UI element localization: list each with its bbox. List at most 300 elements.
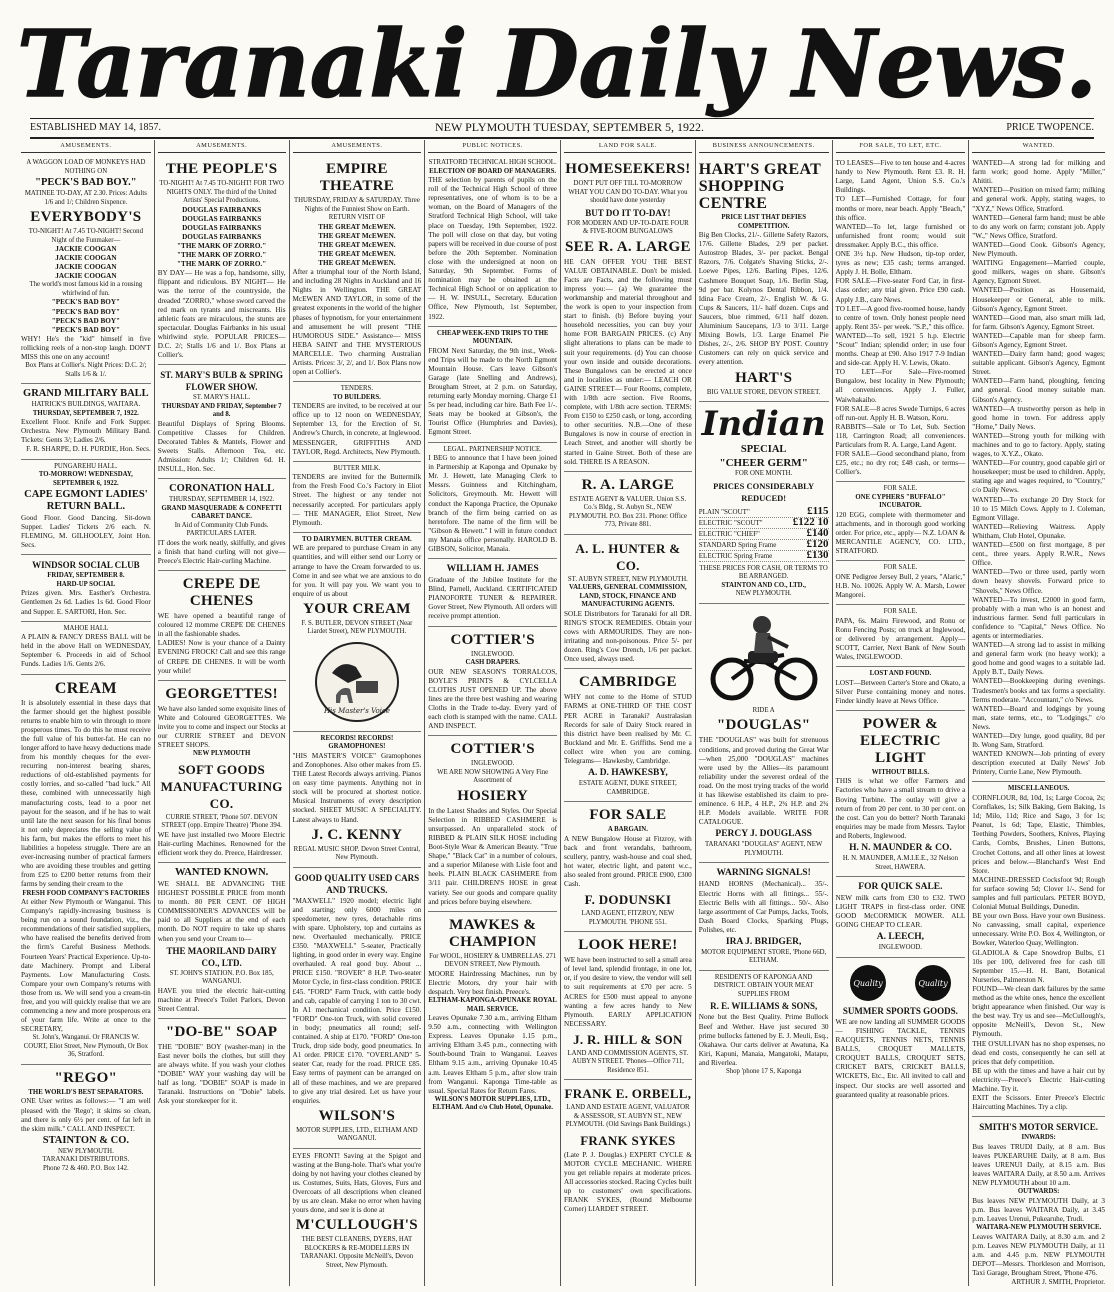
classified-ad: TO LEASES—Five to ten house and 4-acres handy to New Plymouth. Rent £3. R. H. Large, Land Agent, Union S.S. Co.'s Buildings. <box>835 159 966 195</box>
quality-badge-icon <box>848 963 888 1003</box>
ad-heading: WANTED KNOWN. <box>174 866 269 878</box>
column-2 <box>154 140 289 1286</box>
ad-line: INGLEWOOD. <box>471 760 515 768</box>
warning-signals-ad <box>699 863 829 971</box>
classifieds-list <box>836 156 966 482</box>
ad-line: CASH DRAPERS. <box>465 659 520 667</box>
ad-line: For WOOL, HOSIERY & UMBRELLAS. 271 DEVON STREET, New Plymouth. <box>429 952 557 969</box>
ad-body: (Late P. J. Douglas.) EXPERT CYCLE & MOTOR CYCLE MECHANIC. WHERE you get reliable repairs at moderate prices. All accessories stocked. Racing Cycles built up to customers' own specifications. FRANK SYKES, (Round Melbourne Corner) LIARDET STREET. <box>564 1150 692 1214</box>
ad-line: NEW PLYMOUTH. <box>735 590 792 598</box>
ad-body: WE SHALL BE ADVANCING THE HIGHEST POSSIBLE PRICE from month to month. 80 PER CENT. OF HIGH COMMISSIONER'S ADVANCES will be paid to all Suppliers at the end of each month. Do NOT require to take up shares when you send your Cream to— <box>157 879 286 943</box>
ad-body: It is absolutely essential in these days that the farmer should get the highest possible returns to enable him to win through to more prosperous times. To do this he must receive the full value of his butter-fat. He can no longer afford to have heavy deductions made from his monthly cheques for the ever-recurring non-interest bearing shares, reductions of old-established payments for costly lorries, and so-called "bad luck." All these, combined with unnecessarily high manufacturing costs, lead to a poor net payout for the season, and if he has to wait until late the next season for his final bonus it not only depreciates the selling value of his farm, but makes the efforts to meet his liabilities a hopeless struggle. There are an ever-increasing number of practical farmers who are avoiding these troubles and getting from £25 to £200 better returns from their farms by sending their cream to the <box>21 698 151 889</box>
ad-body: Graduate of the Jubilee Institute for the Blind, Parnell, Auckland. CERTIFICATED PIANOFORTE TUNER & REPAIRER. Gover Street, New Plymouth. All orders will receive prompt attention. <box>428 576 558 621</box>
ad-line: WILSON'S MOTOR SUPPLIES, LTD., ELTHAM. And c/o Club Hotel, Opunake. <box>432 1095 553 1112</box>
ad-line: LEGAL. PARTNERSHIP NOTICE. <box>443 445 542 453</box>
ad-heading: CORONATION HALL <box>169 483 275 495</box>
quality-badge-icon <box>913 963 953 1003</box>
ad-line: WITHOUT BILLS. <box>871 768 930 776</box>
ad-body: Prizes given. Mrs. Easther's Orchestra. Gentlemen 2s 6d. Ladies 1s 6d. Good Floor and Supper. E. SARTORI, Hon. Sec. <box>21 589 151 616</box>
ad-line: WAITARA-NEW PLYMOUTH SERVICE. <box>976 1224 1102 1231</box>
column-heading: AMUSEMENTS. <box>21 140 151 153</box>
column-8 <box>968 140 1108 1286</box>
cottiers-drapers-ad <box>428 627 557 737</box>
ad-line: RIDE A <box>752 706 775 714</box>
ad-heading: R. E. WILLIAMS & SONS, <box>710 1001 818 1012</box>
ad-body: I BEG to announce that I have been joined in Partnership at Kaponga and Opunake by Mr. J. Hewett, late Managing Clerk to Messrs. Guinness and Kitchingham, Solicitors, Greymouth. Mr. Hewett will conduct the Kaponga Practice, the Opunake branch of the firm being carried on as heretofore. The name of the firm will be "Gibson & Hewett." I will in future conduct my Manaia office personally. HAROLD B. GIBSON, Solicitor, Manaia. <box>428 454 558 553</box>
ad-title: A. L. HUNTER & CO. <box>575 540 681 573</box>
ad-title: R. A. LARGE <box>581 476 675 493</box>
ad-line: ONE CYPHERS "BUFFALO" INCUBATOR. <box>855 493 946 510</box>
douglas-motorcycle-ad <box>699 604 829 863</box>
ad-body: WHY not come to the Home of STUD FARMS at ONE-THIRD OF THE COST PER ACRE in Taranaki? Australasian Records for sale of Dairy Stock reared in this district have been realised by Mr. C. Buckland and Mr. E. Griffiths. Send me a collect wire when you are coming. Telegrams— Hawkesby, Cambridge. <box>564 693 692 765</box>
classified-ad: GLADIOLA & Cape Snowdrop Bulbs, £1 10s per 100, delivered free for cash till September 15.—H. H. Bant, Botanical Nurseries, Palmerston N. <box>972 948 1105 984</box>
column-4 <box>424 140 560 1286</box>
ad-body: In the Latest Shades and Styles. Our Special Selection in RIBBED CASHMERE is unsurpassed. An unparalleled stock of RIBBED & PLAIN SILK HOSE including Boot-Style Wear & American Beauty. "True Shape," "Black Cat" in a number of colours, and a superior Milanese with Lisle foot and heels. PLAIN BLACK CASHMERE from 3/11 pair. CHILDREN'S HOSE in great variety. See our goods and compare quality and prices before buying elsewhere. <box>428 806 558 906</box>
maoriland-dairy-ad <box>158 863 286 1019</box>
ad-line: THURSDAY, SEPTEMBER 14, 1922. <box>168 496 275 504</box>
ad-body: LADIES! Now is your chance of a Dainty EVENING FROCK! Call and see this range of CREPE DE CHENES. It will be worth your while! <box>157 639 286 675</box>
ad-title: FRANK SYKES <box>580 1132 676 1148</box>
ad-body: SOLE Distributors for Taranaki for all DR. RING'S STOCK REMEDIES. Obtain your cows with ARMOURIDS. They are non-irritating and non-poisonous. Price 5/- per dozen. Ring's Cow Drench, 1/6 per packet. Once used, always used. <box>564 609 692 664</box>
ad-body: A PLAIN & FANCY DRESS BALL will be held in the above Hall on WEDNESDAY, September 6. Proceeds in aid of School Funds. Ladies 1/6. Gents 2/6. <box>21 633 151 669</box>
flower-show-ad <box>158 365 286 479</box>
motorcycle-rider-illustration <box>704 611 824 703</box>
ad-line: FRIDAY, SEPTEMBER 8. <box>47 572 125 580</box>
ad-line: TENDERS. <box>340 385 374 393</box>
ad-body: None but the Best Quality. Prime Bullock Beef and Wether. Have just secured 30 prime bullocks fattened by E. J. Meuli, Esq., Okahawa. Our carts deliver at Awatuna, Ka Kiri, Kapuni, Manaia, Mangatoki, Matapu, and Riverlea. <box>698 1013 829 1067</box>
ad-line: RESIDENTS OF KAPONGA AND DISTRICT. OBTAIN YOUR MEAT SUPPLIES FROM <box>713 973 814 998</box>
williams-meat-ad <box>699 971 829 1081</box>
price-row-amount: £140 <box>806 526 829 539</box>
ad-line: ESTATE AGENT, DUKE STREET, CAMBRIDGE. <box>578 780 677 796</box>
ad-body: Bus leaves TRUDI Daily, at 8 a.m. Bus leaves PUKEARUHE Daily, at 8 a.m. Bus leaves URENUI Daily, at 8.15 a.m. Bus leaves WAITARA Daily, at 8.50 a.m. Arrives NEW PLYMOUTH about 10 a.m. <box>972 1142 1105 1188</box>
ad-title: "DO-BE" SOAP <box>165 1023 278 1040</box>
ad-line: MAHOE HALL <box>63 624 109 632</box>
mcculloughs-ad <box>293 1149 422 1275</box>
ad-body: 120 EGG, complete with thermometer and attachments, and in thorough good working order. For price, etc., apply— N.Z. LOAN & MERCANTILE AGENCY, CO. LTD., STRATFORD. <box>835 510 966 556</box>
cream-ad <box>21 675 151 1065</box>
ad-line: THE BEST CLEANERS, DYERS, HAT BLOCKERS & RE-MODELLERS IN TARANAKI. Opposite McNeill's, Devon Street, New Plymouth. <box>300 1236 414 1269</box>
ad-body: At either New Plymouth or Wanganui. This Company's rapidly-increasing business is being run on a sound foundation, viz., the recommendations of their satisfied suppliers, who have realised the benefits derived from the firm's Careful Business Methods. Fourteen Years' Practical Experience. Up-to-date Machinery. Prompt and Liberal Payments. Low Manufacturing Costs. Compare your own Company's returns with those from us. We will send you a cream-tin free, and you will quickly realise that we are commencing a new and more prosperous era of your farm life. Write at once to the SECRETARY, <box>21 898 151 1034</box>
price-row-model: ELECTRIC "SCOUT" <box>698 518 763 527</box>
ad-line: MOTOR SUPPLIES, LTD., ELTHAM AND WANGANUI. <box>296 1126 418 1143</box>
ad-body: HAND HORNS (Mechanical)... 35/-. Electric Horns with all fittings... 55/-. Electric Bells with all fittings... 50/-. Also large assortment of Car Pumps, Jacks, Tools, Dash Board Clocks, Sparking Plugs, Polishes, etc. <box>698 880 829 934</box>
ad-line: TO-MORROW! WEDNESDAY, SEPTEMBER 6, 1922. <box>38 471 133 487</box>
column-5 <box>560 140 695 1286</box>
ad-body: ONE Pedigree Jersey Bull, 2 years, "Alaric," H.B. No. 10026. Apply W. A. Marsh, Lower Mangorei. <box>835 572 966 600</box>
classified-ad: THE O'SULLIVAN has no shop expenses, no dead end costs, consequently he can sell at prices that defy competition. <box>972 1039 1105 1066</box>
ad-title: EMPIRE THEATRE <box>319 161 395 195</box>
coronation-hall-ad <box>158 479 286 571</box>
ad-line: STAINTON AND CO., LTD., <box>721 581 806 589</box>
classified-ad: WANTED—To let, large furnished or unfurnished front room; would suit dressmaker. Apply B.C., this office. <box>835 222 966 249</box>
ad-title: YOUR CREAM <box>303 600 411 617</box>
ad-line: In Aid of Community Club Funds. PARTICULARS LATER. <box>174 521 269 538</box>
ad-body: THIS is what we offer Farmers and Factories who have a small stream to drive a Boving Turbine. The outlay will give a return of from 20 per cent. to 30 per cent. on the cost. Can you do better? North Taranaki enquiries may be made from Messrs. Taylor and Roberts, Inglewood. <box>835 777 966 840</box>
ad-line: TARANAKI "DOUGLAS" AGENT, NEW PLYMOUTH. <box>704 841 823 857</box>
column-1 <box>18 140 154 1286</box>
section-heading: MISCELLANEOUS. <box>1007 785 1070 793</box>
ad-title: J. C. KENNY <box>311 826 403 843</box>
ad-line: TO DAIRYMEN. BUTTER CREAM. <box>302 535 412 543</box>
column-heading: WANTED. <box>972 140 1105 153</box>
ad-body: BY DAY— He was a fop, handsome, silly, flippant and ridiculous. BY NIGHT— He was the terror of the countryside, the dreaded "ZORRO," whose sword carved the red mark on tyrants and miscreants. His athletic feats are miraculous, the stunts are spectacular. Douglas Fairbanks in his usual whirlwind style. POPULAR PRICES—D.C. 2/; Stalls 1/6 and 1/. Box Plans at Collier's. <box>157 269 286 360</box>
ad-line: FOR SALE. <box>883 608 918 616</box>
ad-body: EYES FRONT! Saving at the Spigot and wasting at the Bung-hole. That's what you're doing by not having your clothes cleaned by us. Costumes, Suits, Hats, Gloves, Furs and Overcoats of all descriptions when cleaned by us are clean. Make no error when having yours done, and see it is done at <box>292 1151 422 1215</box>
ad-heading: "CHEER GERM" <box>719 457 808 469</box>
ad-body: WE have been instructed to sell a small area of level land, splendid frontage, in one lot, or, if you desire to view, the vendor will sell to suit requirements at £70 per acre. 5 ACRES for £500 must appeal to anyone wanting a few acres handy to New Plymouth. EARLY APPLICATION NECESSARY. <box>564 956 692 1028</box>
ad-body: Bus leaves NEW PLYMOUTH Daily, at 3 p.m. Bus leaves WAITARA Daily, at 3.45 p.m. Leaves Urenui, Pukearuhe, Trudi. <box>972 1196 1105 1223</box>
classified-ad: WANTED—Two or three used, partly worn down heavy shovels. Forward price to "Shovels," News Office. <box>972 568 1105 595</box>
ad-line: HATRICK'S BUILDINGS, WAITARA. <box>31 401 141 409</box>
ad-title: F. DODUNSKI <box>584 892 672 908</box>
empire-theatre-ad <box>293 156 422 382</box>
fitzroy-sale-ad <box>564 802 692 932</box>
ad-line: HARD-UP SOCIAL <box>56 580 116 588</box>
ad-line: FOR ONE MONTH. <box>735 470 793 477</box>
ad-signature: ARTHUR J. SMITH, Proprietor. <box>1011 1277 1105 1286</box>
ad-heading: STAINTON & CO. <box>42 1134 129 1146</box>
ad-line: A BARGAIN. <box>607 826 648 834</box>
column-heading: LAND FOR SALE. <box>564 140 692 153</box>
ad-heading: WILLIAM H. JAMES <box>446 564 539 575</box>
ad-heading: H. N. MAUNDER & CO. <box>849 843 952 854</box>
ad-line: TO-NIGHT! At 7.45 TO-NIGHT! Second Night of the Funmaker— <box>28 228 143 244</box>
ad-heading: ST. MARY'S BULB & SPRING FLOWER SHOW. <box>160 370 284 393</box>
ad-line: THESE PRICES FOR CASH, OR TERMS TO BE ARRANGED. <box>699 564 828 581</box>
ad-body: Good Floor. Good Dancing. Sit-down Supper. Ladies' Tickets 2/6 each. N. FLEMING, M. GILHOOLEY, Joint Hon. Secs. <box>21 514 151 550</box>
classified-ad: WANTED—A strong lad for milking and farm work; good home. Apply "Miller," Ahititi. <box>972 159 1105 186</box>
ad-title: COTTIER'S <box>450 741 535 758</box>
ad-line: MOTOR EQUIPMENT STORE, 'Phone 66D, ELTHAM. <box>701 948 827 965</box>
ad-heading: SUMMER SPORTS GOODS. <box>842 1005 958 1016</box>
masthead-title-text: Taranaki Daily News. <box>17 10 1097 118</box>
ad-body: TENDERS are invited, to be received at our office up to 12 noon on WEDNESDAY, September 13, for the Erection of St. Andrew's Church, in concrete, at Inglewood. MESSENGER, GRIFFITHS AND TAYLOR, Regd. Architects, New Plymouth. <box>292 402 422 456</box>
ad-title: CREPE DE CHENES <box>182 576 261 610</box>
classified-ad: FOUND—We clean dark failures by the same method as the white ones, hence the excellent bright appearance when finished. Our way is the best way. Try us and see—McCullough's, opposite McNeill's, Devon St., New Plymouth. <box>972 984 1105 1039</box>
hmv-logo-text: His Master's Voice <box>323 706 390 715</box>
quality-badge-text: Quality <box>853 978 883 988</box>
classified-ad: WANTED—Capable man for sheep farm. Gibson's Agency, Egmont Street. <box>972 331 1105 349</box>
ad-body: OUR NEW SEASON'S TORRALCOS, BOYLE'S PRINTS & CYLCELLA CLOTHS JUST OPENED UP. The above lines are the three best washing and wearing Cloths in the Trade to-day. Every yard of each cloth is stamped with the name. CALL AND INSPECT. <box>428 667 558 731</box>
windsor-club-ad <box>21 555 151 621</box>
ad-line: TO-NIGHT! At 7.45 TO-NIGHT! FOR TWO NIGHTS ONLY. The third of the United Artists' Special Productions. <box>159 180 284 205</box>
ad-body: A NEW Bungalow House at Fitzroy, with back and front verandahs, bathroom, scullery, pantry, wash-house and coal shed, hot water, electric light, and patent w.c., also sealed front ground. PRICE £900, £300 Cash. <box>564 834 692 889</box>
ad-body: THE "DOBIE" BOY (washer-man) in the East never boils the clothes, but still they are always white. If you wash your clothes "DOBIE" WAY your washing day will be half as long. "DOBIE" SOAP is made in Taranaki. Instructions on "Dobie" labels. Ask your storekeeper for it. <box>157 1042 286 1106</box>
ad-heading: GOOD QUALITY USED CARS AND TRUCKS. <box>294 872 420 895</box>
ad-title: THE PEOPLE'S <box>165 161 278 178</box>
ad-line: MATINEE TO-DAY, AT 2.30. Prices: Adults 1/6 and 1/; Children Sixpence. <box>24 190 147 206</box>
ad-body: WE have opened a beautiful range of coloured 12 momme CREPE DE CHENES in all the fashionable shades. <box>157 612 286 639</box>
ad-body: "HIS MASTER'S VOICE" Gramophones and Zonophones. Also other makes from £5. THE Latest Records always arriving. Pianos on easy time payments. Anything not in stock will be procured at shortest notice. Musical Instruments of every description stocked. SHEET MUSIC A SPECIALITY. Latest always to Hand. <box>292 751 422 824</box>
ad-line: Phone 72 & 460. P.O. Box 142. <box>43 1164 129 1172</box>
ad-line: A WAGGON LOAD OF MONKEYS HAD NOTHING ON <box>26 159 146 175</box>
column-heading: FOR SALE, TO LET, ETC. <box>836 140 966 153</box>
ad-line: STRATFORD TECHNICAL HIGH SCHOOL. <box>428 159 557 167</box>
classified-ad: WANTED—£500 on first mortgage, 8 per cent., three years. Apply R.W.R., News Office. <box>972 541 1105 568</box>
classified-ad: ONE 3½ h.p. New Hudson, tip-top order, tyres as new; £35 cash; terms arranged. Apply J. H. Bolle, Eltham. <box>835 250 966 277</box>
classified-ad: RABBITS—Sale or To Let, Sub. Section 118, Carrington Road; all conveniences. Particulars from R. A. Large, Land Agent. <box>835 422 966 449</box>
price-row-model: STANDARD Spring Frame <box>698 540 777 549</box>
classified-ad: WANTED—Good man, also smart milk lad, for farm. Gibson's Agency, Egmont Street. <box>972 313 1105 331</box>
ad-line: CHEAP WEEK-END TRIPS TO THE MOUNTAIN. <box>436 329 549 346</box>
pungarehu-ad <box>21 460 151 556</box>
everybodys-ad <box>21 156 151 384</box>
classified-ad: WANTED—Position as Housemaid, Housekeeper or General, able to milk. Gibson's Agency, Egmont Street. <box>972 286 1105 313</box>
quality-badges <box>836 963 966 1003</box>
classified-ad: WANTED—A trustworthy person as help in good home in town. For address apply "Home," Daily News. <box>972 404 1105 431</box>
column-7 <box>832 140 969 1286</box>
price-row-amount: £115 <box>807 504 829 517</box>
ad-line: THE WORLD'S BEST SEPARATORS. <box>28 1088 144 1096</box>
harts-shopping-ad <box>699 156 829 402</box>
price-row-model: PLAIN "SCOUT" <box>698 507 750 516</box>
column-heading: PUBLIC NOTICES. <box>428 140 557 153</box>
classified-ad: WANTED KNOWN—Job printing of every description executed at Daily News' Job Printery, Currie Lane, New Plymouth. <box>972 750 1105 777</box>
miscellaneous-section <box>972 782 1105 1117</box>
ad-body: WE are prepared to purchase Cream in any quantities, and will either send our Lorry or arrange to have the Cream forwarded to us. Come in and see what we are anxious to do for you. It will pay you. We want you to enquire of us about <box>292 544 422 598</box>
classified-ad: WANTED—Good Cook. Gibson's Agency, New Plymouth. <box>972 240 1105 259</box>
mountain-trips-notice <box>428 327 557 443</box>
church-tenders-ad <box>293 382 422 462</box>
ad-line: The world's most famous kid in a rousing whirlwind of fun. <box>29 281 143 297</box>
ad-line: ELTHAM-KAPONGA-OPUNAKE ROYAL MAIL SERVICE. <box>428 997 557 1013</box>
masthead-title <box>0 0 1114 118</box>
ad-body: HE CAN OFFER YOU THE BEST VALUE OBTAINABLE. Don't be misled. Facts are Facts, and the following must impress you:— (a) We guarantee the workmanship and material throughout and the work is open to your inspection from start to finish. (b) Before buying your household necessities, you can buy your home FOR BARGAIN PRICES. (c) Any slight alterations to plans can be made to suit your requirements. (d) You can choose your own inside and outside decorations. These Bungalows can be erected at once and in localities as under:— LEACH OR GAINE STREET— Four Rooms, complete, with 1/8th acre section. Five Rooms, complete, with 1/8th acre section. TERMS: From £150 to £250 cash, or long, according to other securities. N.B.—One of these Bungalows is now in course of erection in Leach Street, and another will shortly be started in Gaine Street. Both of these are sold. THERE IS A REASON. <box>564 257 692 466</box>
classified-ad: WANTED—To invest, £2000 in good farm, probably with a man who is an honest and industrious farmer. Send full particulars in confidence to "Capital," News Office. No agents or intermediaries. <box>972 595 1105 640</box>
ad-line: PRICE LIST THAT DEFIES COMPETITION. <box>721 214 806 230</box>
ad-body: WHY! He's the "kid" himself in five rollicking reels of a non-stop laugh. DON'T MISS this one on any account! <box>21 334 151 362</box>
cambridge-ad <box>564 669 692 802</box>
classified-ad: CORNFLOUR, 8d, 10d, 1s; Large Cocoa, 2s; Cornflakes, 1s; Silk Baking, Gem Baking, 1s 1d; Milo, 11d; Rice and Sago, 3 for 1s; Peanut, 1s 6d; Tape, Elastic, Thimbles, Teething Powders, Soothers, Knives, Playing Cards, Combs, Brushes, Linen Buttons, Crochet Cottons, and all other lines at lowest prices and below.—Blanchard's West End Store. <box>972 793 1105 875</box>
firewood-ad <box>836 605 966 667</box>
ad-heading: THE MAORILAND DAIRY CO., LTD. <box>166 945 277 968</box>
ad-body: WE are now landing all SUMMER GOODS— FISHING TACKLE, TENNIS RACQUETS, TENNIS NETS, TENNIS BALLS, CROQUET MALLETS, CROQUET BALLS, CROQUET SETS, CRICKET BATS, CRICKET BALLS, WICKETS, Etc., Etc. All invited to call and inspect. Our stocks are well assorted and guaranteed quality at reasonable prices. <box>835 1017 966 1099</box>
ad-title: FRANK E. ORBELL, <box>564 1086 692 1102</box>
ad-heading: CAPE EGMONT LADIES' RETURN BALL. <box>24 489 148 512</box>
ad-line: LAND AGENT, FITZROY, NEW PLYMOUTH. 'PHONE 551. <box>581 910 675 926</box>
ad-line: Shop 'phone 17 S, Kaponga <box>725 1068 802 1076</box>
ad-line: INGLEWOOD. <box>471 650 515 658</box>
ad-heading: A. LEECH, <box>876 932 925 943</box>
power-light-ad <box>836 711 966 877</box>
ad-film-list: "PECK'S BAD BOY" "PECK'S BAD BOY" "PECK'S BAD BOY" "PECK'S BAD BOY" <box>51 298 121 334</box>
look-here-ad <box>564 932 692 1080</box>
column-heading: AMUSEMENTS. <box>158 140 286 153</box>
ad-heading: SMITH'S MOTOR SERVICE. <box>979 1122 1099 1133</box>
ad-body: After a triumphal tour of the North Island, and including 28 Nights in Auckland and 16 Nights in Wellington. THE GREAT McEWEN AND TAYLOR, in some of the greatest exponents in the world of the higher phases of hypnotism, for your entertainment and amusement he will present "THE HUMOROUS SIDE." Assistance— MISS HEBA SAINT and THE MYSTERIOUS MARCELLE. Two charming Australian Artists. Prices: 3/, 2/, and 1/. Box Plans now open at Collier's. <box>292 268 422 377</box>
ad-title: POWER & ELECTRIC LIGHT <box>860 715 941 766</box>
ad-title: SOFT GOODS MANUFACTURING CO. <box>160 761 283 811</box>
ad-line: FOR MODERN AND UP-TO-DATE FOUR & FIVE-ROOM BUNGALOWS <box>567 219 689 236</box>
price-row-amount: £122 10 <box>792 515 829 528</box>
ad-body: TENDERS are invited for the Buttermilk from the Fresh Food Co.'s Factory in Eliot Street. The highest or any tender not necessarily accepted. For particulars apply— THE MANAGER, Eliot Street, New Plymouth. <box>292 473 422 527</box>
smiths-motor-service-ad <box>972 1117 1105 1286</box>
ad-title: CAMBRIDGE <box>579 674 677 691</box>
ad-line: ELECTION OF BOARD OF MANAGERS. <box>429 167 557 175</box>
peoples-theatre-ad <box>158 156 286 365</box>
ad-line: NEW PLYMOUTH <box>193 750 251 758</box>
hunter-co-ad <box>564 535 692 670</box>
ad-title: M'CULLOUGH'S <box>295 1217 418 1234</box>
ad-body: FROM Next Saturday, the 9th inst., Week-end Trips will be made to the North Egmont Mountain House. Cars leave Gibson's Garage (late Snelling and Andrews), Brougham Street, at 2 p.m. on Saturday, returning early Monday morning. Charge £1 5s per head, including car hire. Bath Fee 1/-. Seats may be booked at Gibson's, the Tourist Office (Humphries and Davies), Egmont Street. <box>428 346 558 437</box>
ad-body: Big Ben Clocks, 21/-. Gillette Safety Razors, 17/6. Gillette Blades, 2/9 per packet. Autostrop Blades, 3/- per packet. Bengal Razors, 7/6. Colgate's Shaving Sticks, 2/-. Loewe Pipes, 12/6. Barling Pipes, 12/6. Cashmere Bouquet Soap, 1/6. Berlin Slag, 9d per bar. Kolynos Dental Ribbon, 1/4. Idina Face Cream, 2/-. English W. & G. Cups & Saucers, 11/- half dozen. Cups and Saucers, blue rimmed, 6/11 half dozen. Aluminium Saucepans, 1/3 to 3/11. Large Mixing Bowls, 1/3. Large Enamel Pie Dishes, 2/-, 2/6. SHOP BY POST. Country Customers can rely on quick service and every attention. <box>698 231 829 367</box>
ad-title: COTTIER'S <box>450 631 535 648</box>
ad-body: HAVE you tried the electric hair-cutting machine at Preece's Toilet Parlors, Devon Street Central. <box>157 986 286 1013</box>
classified-ad: TO LET—For Sale—Five-roomed Bungalow, best locality in New Plymouth; all conveniences. Apply J. Fuller, Waiwhakaiho. <box>835 368 966 404</box>
column-6 <box>695 140 832 1286</box>
rego-ad <box>21 1065 151 1177</box>
ad-film-list: "THE MARK OF ZORRO." "THE MARK OF ZORRO." "THE MARK OF ZORRO." <box>177 241 267 269</box>
ad-title: GEORGETTES! <box>165 685 278 702</box>
ad-star-list: THE GREAT McEWEN. THE GREAT McEWEN. THE GREAT McEWEN. THE GREAT McEWEN. THE GREAT McEWEN. <box>318 222 396 267</box>
ad-body: Excellent Floor. Knife and Fork Supper. Orchestra. New Plymouth Military Band. Tickets: Gents 3/; Ladies 2/6. <box>21 418 151 445</box>
technical-school-notice <box>428 156 557 327</box>
used-cars-ad <box>293 868 422 1149</box>
ad-line: St. John's, Wanganui. Or FRANCIS W. COURT, Eliot Street, New Plymouth, Or Box 36, Stratford. <box>23 1034 148 1059</box>
quick-sale-ad <box>836 877 966 958</box>
column-heading: AMUSEMENTS. <box>293 140 422 153</box>
ad-line: LAND AND ESTATE AGENT, VALUATOR & ASSESSOR, ST. AUBYN ST., NEW PLYMOUTH. (Old Savings Bank Buildings.) <box>565 1104 691 1129</box>
ad-title: FOR SALE <box>589 807 667 824</box>
ad-title: EVERYBODY'S <box>30 209 142 226</box>
classified-ad: WANTED—Strong youth for milking with machines and to go to factory. Apply, stating wages, to X.Y.Z., Okato. <box>972 431 1105 459</box>
ad-line: CURRIE STREET, 'Phone 507. DEVON STREET (opp. Empire Theatre) 'Phone 394. <box>161 813 282 830</box>
wanted-list <box>972 156 1105 782</box>
ad-line: Box Plans at Collier's. Night Prices: D.C. 2/; Stalls 1/6 & 1/. <box>25 362 147 378</box>
ad-heading: FOR QUICK SALE. <box>858 882 943 893</box>
ad-line: TO BUILDERS. <box>332 393 381 401</box>
classified-ad: WANTED—To sell, 1921 5 h.p. Electric "Scout" Indian; splendid order; in use four months. Cheap at £90. Also 1917 7-9 Indian and side-car. Apply H. V. Lewis, Okato. <box>835 331 966 368</box>
ad-line: ST. MARY'S HALL. <box>192 394 251 402</box>
ad-star-list: JACKIE COOGAN JACKIE COOGAN JACKIE COOGAN JACKIE COOGAN <box>55 245 117 281</box>
ad-line: FOR SALE. <box>883 485 918 493</box>
ad-title: WILSON'S <box>318 1107 396 1124</box>
ad-title: "DOUGLAS" <box>716 717 811 734</box>
issue-place-date: NEW PLYMOUTH TUESDAY, SEPTEMBER 5, 1922. <box>435 120 705 134</box>
ad-line: INWARDS: <box>1021 1134 1056 1142</box>
classified-ad: WANTED—Dairy farm hand; good wages; suitable applicant. Gibson's Agency, Egmont Street. <box>972 350 1105 377</box>
ad-line: BUTTER MILK. <box>333 464 381 472</box>
ad-title: SEE R. A. LARGE <box>565 238 691 255</box>
classified-ad: WANTED—A strong lad to assist in milking and general farm work (no heavy work); a good home and good wages to a suitable lad. Apply B.T., Daily News. <box>972 641 1105 677</box>
classified-ad: WANTED—Farm hand, ploughing, fencing and general. Good money suitable man. Gibson's Agency. <box>972 377 1105 404</box>
classified-ad: WANTED—Position on mixed farm; milking and general work. Apply, stating wages, to "XYZ," News Office, Stratford. <box>972 186 1105 213</box>
ad-body: ONE User writes as follows:— "I am well pleased with the 'Rego'; it skims so clean, and there is only 6½ per cent. of fat left in the skim milk." CALL AND INSPECT. <box>21 1097 151 1133</box>
columns <box>18 140 1108 1286</box>
classified-ad: TO LET—A good five-roomed house, handy to centre of town. Only honest people need apply. Rent 35/- per week. "S.P.," this office. <box>835 304 966 331</box>
mahoe-hall-ad <box>21 622 151 675</box>
ad-line: LOST AND FOUND. <box>869 670 932 678</box>
ad-signature: F. R. SHARPE, D. H. PURDIE, Hon. Secs. <box>26 445 151 454</box>
homeseekers-ad <box>564 156 692 472</box>
classified-ad: WANTED—General farm hand; must be able to do any work on farm; constant job. Apply "W.," News Office, Stratford. <box>972 213 1105 240</box>
ad-heading: GRAND MILITARY BALL <box>23 388 149 400</box>
price-row-amount: £130 <box>806 548 829 561</box>
ad-line: REGAL MUSIC SHOP. Devon Street Central, New Plymouth. <box>293 845 421 862</box>
orbell-ad <box>564 1080 692 1218</box>
ad-body: "MAXWELL" 1920 model; electric light and starting; only 6000 miles on speedometer, new tyres, detachable rims with spare. Upholstery, top and curtains as new. Overhauled mechanically. PRICE £350. "MAXWELL" 5-seater, Practically lighting, in good order in every way. Engine overhauled. A real good buy. About ... PRICE £150. "ROVER" 8 H.P. Two-seater Motor Cycle, in first-class condition. PRICE £45. "FORD" Farm Truck, with cattle body and cab, capable of carrying 1 ton to 30 cwt. In A1 mechanical condition. Price £150. "FORD" One-ton Truck, with solid covered in body; pneumatics all round; self-contained. A ship at £170. "FORD" One-ton Truck, drop side body, good pneumatics. In A1 order. PRICE £170. "OVERLAND" 5-seater Car, ready for the road. PRICE £85. Easy terms of payment can be arranged on all of these machines, and we are prepared to give any trial desired. Let us have your enquiries. <box>292 896 422 1105</box>
incubator-ad <box>836 482 966 561</box>
ad-line: BIG VALUE STORE, DEVON STREET. <box>706 388 821 396</box>
ad-body: LOST—Between Carter's Store and Okato, a Silver Purse containing money and notes. Finder kindly leave at News Office. <box>835 678 966 705</box>
ad-title: MAWKES & CHAMPION <box>448 916 537 950</box>
ad-title: HART'S GREAT SHOPPING CENTRE <box>698 161 821 213</box>
crepe-de-chenes-ad <box>158 571 286 681</box>
ad-line: LAND AND COMMISSION AGENTS, ST. AUBYN STREET. 'Phones—Office 711, Residence 851. <box>567 1049 689 1074</box>
ad-title: CREAM <box>54 679 117 697</box>
ad-heading: PRICES CONSIDERABLY REDUCED! <box>713 480 815 503</box>
ad-title: HOSIERY <box>457 787 529 804</box>
ad-line: RECORDS! RECORDS! GRAMOPHONES! <box>320 734 394 751</box>
classified-ad: MACHINE-DRESSED Cocksfoot 9d; Rough for surface sowing 5d; Clover 1/-. Send for samples and full particulars. PETER BOYD, Colonial Mutual Buildings, Dunedin. <box>972 875 1105 912</box>
price-row-amount: £120 <box>806 537 829 550</box>
classified-ad: WANTED—For country, good capable girl or housekeeper; must be used to children. Apply, stating age and wages required, to "Country," c/o Daily News. <box>972 459 1105 495</box>
indian-motorcycle-ad <box>699 402 829 604</box>
ad-line: DON'T PUT OFF TILL TO-MORROW WHAT YOU CAN DO TO-DAY. What you should have done yesterday <box>568 180 688 205</box>
ad-title: HOMESEEKERS! <box>565 161 691 178</box>
ad-line: TARANAKI DISTRIBUTORS. <box>42 1156 130 1164</box>
ad-heading: WINDSOR SOCIAL CLUB <box>32 560 140 571</box>
kenny-records-ad <box>293 732 422 868</box>
dateline <box>30 118 1094 139</box>
classified-ad: FOR SALE—Good secondhand piano, from £25, etc.; no dry rot; £48 cash, or terms—Collier's. <box>835 450 966 477</box>
his-masters-voice-logo <box>314 641 400 723</box>
ad-heading: PERCY J. DOUGLASS <box>715 829 812 840</box>
masthead <box>0 0 1114 118</box>
ad-line: F. S. BUTLER, DEVON STREET (Near Liardet Street), NEW PLYMOUTH. <box>301 619 413 636</box>
classified-ad: WANTED—To exchange 20 Dry Stock for 10 to 15 Milch Cows. Apply to J. Coleman, Egmont Village. <box>972 495 1105 522</box>
piano-tuner-ad <box>428 559 557 626</box>
ad-title: "REGO" <box>54 1069 118 1086</box>
ad-line: FOR SALE. <box>883 564 918 572</box>
classified-ad: WANTED—Board and lodgings by young man, state terms, etc., to "Lodgings," c/o News. <box>972 704 1105 731</box>
classified-ad: BE your own Boss. Have your own Business. No canvassing, small capital, experience unnecessary. Write P.O. Box 4, Wellington, or Bowker, Waterloo Quay, Wellington. <box>972 912 1105 948</box>
ad-body: Beautiful Displays of Spring Blooms. Competitive Classes for Children. Decorated Tables & Mantels, Flower and Sweets Stalls. Afternoon Tea, etc. Admission: Adults 1/; Children 6d. H. INSULL, Hon. Sec. <box>157 419 286 474</box>
indian-logo: Indian <box>701 404 826 444</box>
butler-cream-ad <box>293 533 422 732</box>
ad-body: MOORE Hairdressing Machines, run by Electric Motors, dry your hair with despatch. Very best finish. Preece's. <box>428 969 558 996</box>
ad-body: THE "DOUGLAS" was built for strenuous conditions, and proved during the Great War—when 25,000 "DOUGLAS" machines were used by the Allies—its paramount reliability under the severest ordeal of the road. On the most trying tracks of the world it has likewise established its claim to pre-eminence. 6 H.P., 4 H.P., 2¾ H.P. and 2¾ H.P. Models available. WRITE FOR CATALOGUE. <box>698 736 829 827</box>
column-heading: BUSINESS ANNOUNCEMENTS. <box>699 140 829 153</box>
dobe-soap-ad <box>158 1019 286 1111</box>
price-row-model: ELECTRIC Spring Frame <box>698 551 773 560</box>
lost-found-ad <box>836 667 966 711</box>
ad-line: WE ARE NOW SHOWING A Very Fine Assortment of <box>437 768 549 785</box>
classified-ad: WANTED—Bookkeeping during evenings. Tradesmen's books and tax forms a speciality. Terms moderate. "Accountant," c/o News. <box>972 677 1105 704</box>
sports-goods-ad <box>836 958 966 1104</box>
ad-heading: WARNING SIGNALS! <box>716 868 811 879</box>
ad-body: Leaves WAITARA Daily, at 8.30 a.m. and 2 p.m. Leaves NEW PLYMOUTH Daily, at 11 a.m. and 4.45 p.m. NEW PLYMOUTH DEPOT—Messrs. Thorkleson and Morrison, Taxi Garage, Brougham Street, 'Phone 476. <box>972 1232 1105 1277</box>
issue-price: PRICE TWOPENCE. <box>1006 122 1094 133</box>
established-date: ESTABLISHED MAY 14, 1857. <box>30 122 161 133</box>
classified-ad: TO LET—Furnished Cottage, for four months or more, near beach. Apply "Beach," this office. <box>835 195 966 222</box>
classified-ad: FOR SALE—8 acres Swede Turnips, 6 acres off run-out. Apply H. B. Watson, Koru. <box>835 404 966 422</box>
ad-line: NEW PLYMOUTH. <box>57 1147 114 1155</box>
ad-line: H. N. MAUNDER, A.M.I.E.E., 32 Nelson Street, HAWERA. <box>842 855 958 871</box>
ad-line: THURSDAY, FRIDAY & SATURDAY. Three Nights of the Funniest Show on Earth. RETURN VISIT OF <box>293 197 420 222</box>
ad-line: ST. JOHN'S STATION. P.O. Box 185, WANGANUI. <box>169 969 274 986</box>
ad-line: VALUERS, GENERAL COMMISSION, LAND, STOCK, FINANCE AND MANUFACTURING AGENTS. <box>569 584 687 609</box>
ad-line: THURSDAY, SEPTEMBER 7, 1922. <box>32 409 139 417</box>
ad-line: GRAND MASQUERADE & CONFETTI CABARET DANCE. <box>161 504 282 521</box>
mawkes-champion-ad <box>428 912 557 1117</box>
ad-line: THURSDAY AND FRIDAY, September 7 and 8. <box>161 402 282 419</box>
ad-heading: SPECIAL <box>740 444 787 455</box>
ad-body: PAPA, 6s. Mairu Firewood, and Ronu or Ronu Fencing Posts; on truck at Inglewood, or delivered by arrangement. Apply— SCOTT, Carrier, Next Bank of New South Wales, INGLEWOOD. <box>835 616 966 661</box>
ad-title: LOOK HERE! <box>578 937 678 954</box>
ad-star-list: DOUGLAS FAIRBANKS DOUGLAS FAIRBANKS DOUGLAS FAIRBANKS DOUGLAS FAIRBANKS <box>182 205 262 241</box>
